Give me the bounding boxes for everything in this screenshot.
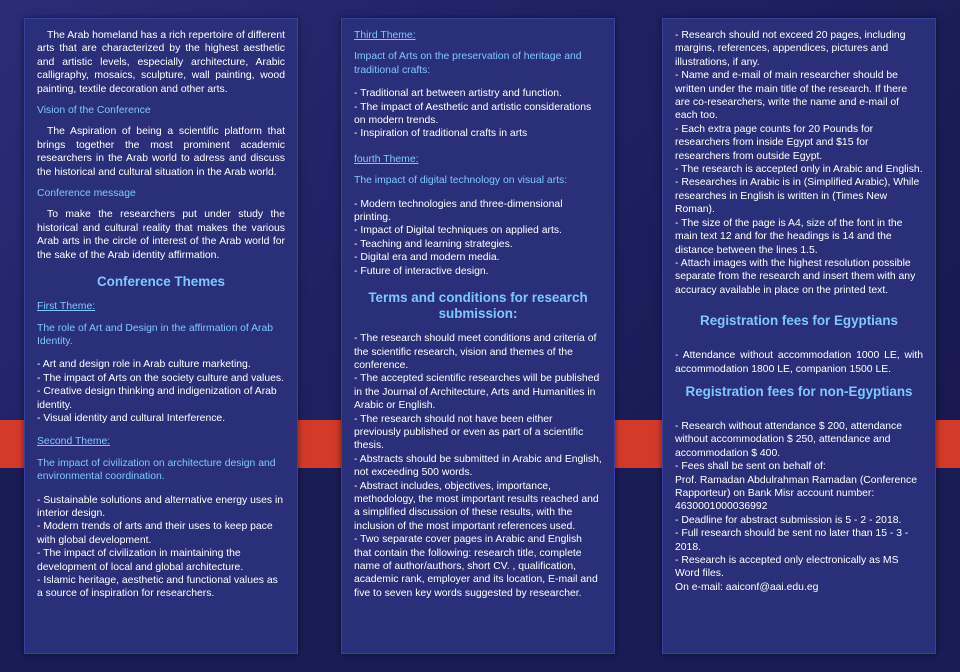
list-item: - Research without attendance $ 200, attendance without accommodation $ 250, attendance and accommodation $ 400. — [675, 420, 903, 459]
theme2-label: Second Theme: — [37, 436, 111, 448]
list-item: - Islamic heritage, aesthetic and functional values as a source of inspiration for researchers. — [37, 575, 278, 600]
list-item: - Attach images with the highest resolution possible separate from the research and insert them with any accuracy available in place on the printed text. — [675, 257, 916, 296]
list-item: - The accepted scientific researches will be published in the Journal of Architecture, Arts and Humanities in Arabic or English. — [354, 373, 600, 412]
list-item: - Teaching and learning strategies. — [354, 238, 513, 250]
theme3-title: Impact of Arts on the preservation of heritage and traditional crafts: — [354, 51, 582, 76]
theme3-list — [354, 87, 602, 141]
list-item: - Impact of Digital techniques on applied arts. — [354, 225, 562, 237]
list-item: - The research is accepted only in Arabic and English. — [675, 164, 923, 176]
theme3-label: Third Theme: — [354, 30, 416, 41]
fees-egyptians-text: - Attendance without accommodation 1000 LE, with accommodation 1800 LE, companion 1500 LE. — [675, 350, 923, 375]
list-item: - Modern technologies and three-dimensional printing. — [354, 198, 563, 224]
brochure-panel-left — [24, 18, 298, 654]
terms-list — [354, 332, 602, 600]
list-item: - The size of the page is A4, size of the font in the main text 12 and for the headings is 14 and the distance between the lines 1.5. — [675, 217, 903, 256]
theme1-label: First Theme: — [37, 301, 96, 313]
list-item: - The impact of Aesthetic and artistic considerations on modern trends. — [354, 101, 592, 127]
list-item: - Traditional art between artistry and function. — [354, 88, 562, 100]
theme1-title: The role of Art and Design in the affirmation of Arab Identity. — [37, 322, 274, 347]
theme2-title: The impact of civilization on architecture design and environmental coordination. — [37, 457, 276, 483]
list-item: - Abstracts should be submitted in Arabic and English, not exceeding 500 words. — [354, 453, 602, 479]
list-item: - Research is accepted only electronically as MS Word files. — [675, 555, 899, 580]
list-item: - The impact of civilization in maintaining the development of local and global architecture. — [37, 548, 244, 573]
theme4-label: fourth Theme: — [354, 153, 419, 165]
list-item: - Creative design thinking and indigenization of Arab identity. — [37, 386, 277, 411]
list-item: - Fees shall be sent on behalf of: — [675, 461, 826, 473]
list-item: - The impact of Arts on the society culture and values. — [37, 372, 285, 384]
message-paragraph: To make the researchers put under study the historical and cultural reality that makes the various Arab arts in the circle of interest of the Arab world for the sake of the Arab identity affirmation. — [37, 209, 285, 261]
brochure-panel-middle — [341, 18, 615, 654]
list-item: - Each extra page counts for 20 Pounds for researchers from inside Egypt and $15 for researchers from outside Egypt. — [675, 123, 874, 162]
themes-heading: Conference Themes — [97, 274, 225, 290]
list-item: - The research should meet conditions and criteria of the scientific research, vision and themes of the conference. — [354, 333, 597, 371]
vision-heading: Vision of the Conference — [37, 105, 151, 117]
fees-non-egyptians-list — [675, 420, 923, 594]
list-item: - Abstract includes, objectives, importance, methodology, the most important results reached and a simplified discussion of these results, with the inclusion of the most important references used. — [354, 480, 599, 532]
list-item: - Inspiration of traditional crafts in arts — [354, 128, 528, 140]
list-item: - Research should not exceed 20 pages, including margins, references, appendices, pictures and illustrations, if any. — [675, 30, 906, 68]
list-item: - Modern trends of arts and their uses to keep pace with global development. — [37, 521, 273, 546]
submission-rules-list — [675, 29, 923, 297]
fees-egyptians-heading: Registration fees for Egyptians — [700, 313, 898, 329]
list-item: - Researches in Arabic is in (Simplified Arabic), While researches in English is written in (Times New Roman). — [675, 177, 920, 216]
list-item: - Digital era and modern media. — [354, 252, 500, 264]
vision-paragraph: The Aspiration of being a scientific platform that brings together the most prominent academic researchers in the Arab world to adress and discuss the historical and cultural situation in the Arab world. — [37, 126, 285, 178]
list-item: - Full research should be sent no later than 15 - 3 - 2018. — [675, 528, 909, 553]
list-item: - Name and e-mail of main researcher should be written under the main title of the research. If there are co-researchers, write the name and e-mail of each too. — [675, 70, 908, 122]
list-item: - Future of interactive design. — [354, 265, 489, 277]
terms-heading: Terms and conditions for research submission: — [368, 290, 588, 322]
fees-non-egyptians-heading: Registration fees for non-Egyptians — [685, 383, 913, 399]
theme4-title: The impact of digital technology on visual arts: — [354, 175, 568, 187]
theme2-list — [37, 494, 285, 601]
intro-paragraph: The Arab homeland has a rich repertoire of different arts that are characterized by the highest aesthetic and artistic levels, especially architecture, Arabic calligraphy, mosaics, sculpture, wall painting, wood painting, textile decoration and other arts. — [37, 30, 285, 95]
theme1-list — [37, 358, 285, 425]
list-item: - Art and design role in Arab culture marketing. — [37, 359, 251, 371]
list-item: - Deadline for abstract submission is 5 - 2 - 2018. — [675, 514, 902, 526]
list-item: - The research should not have been either previously published or even as part of a scientific thesis. — [354, 413, 584, 452]
list-item: - Two separate cover pages in Arabic and English that contain the following: research title, complete name of author/authors, short CV. , qualification, academic rank, employer and its location, E-mail and five to seven key words suggested by researcher. — [354, 534, 598, 599]
list-item: - Visual identity and cultural Interference. — [37, 412, 226, 424]
brochure-panel-right — [662, 18, 936, 654]
message-heading: Conference message — [37, 188, 136, 200]
list-item: Prof. Ramadan Abdulrahman Ramadan (Conference Rapporteur) on Bank Misr account number: 4630001000036992 — [675, 474, 918, 513]
theme4-list — [354, 198, 602, 278]
contact-email: On e-mail: aaiconf@aai.edu.eg — [675, 581, 819, 593]
list-item: - Sustainable solutions and alternative energy uses in interior design. — [37, 494, 284, 519]
